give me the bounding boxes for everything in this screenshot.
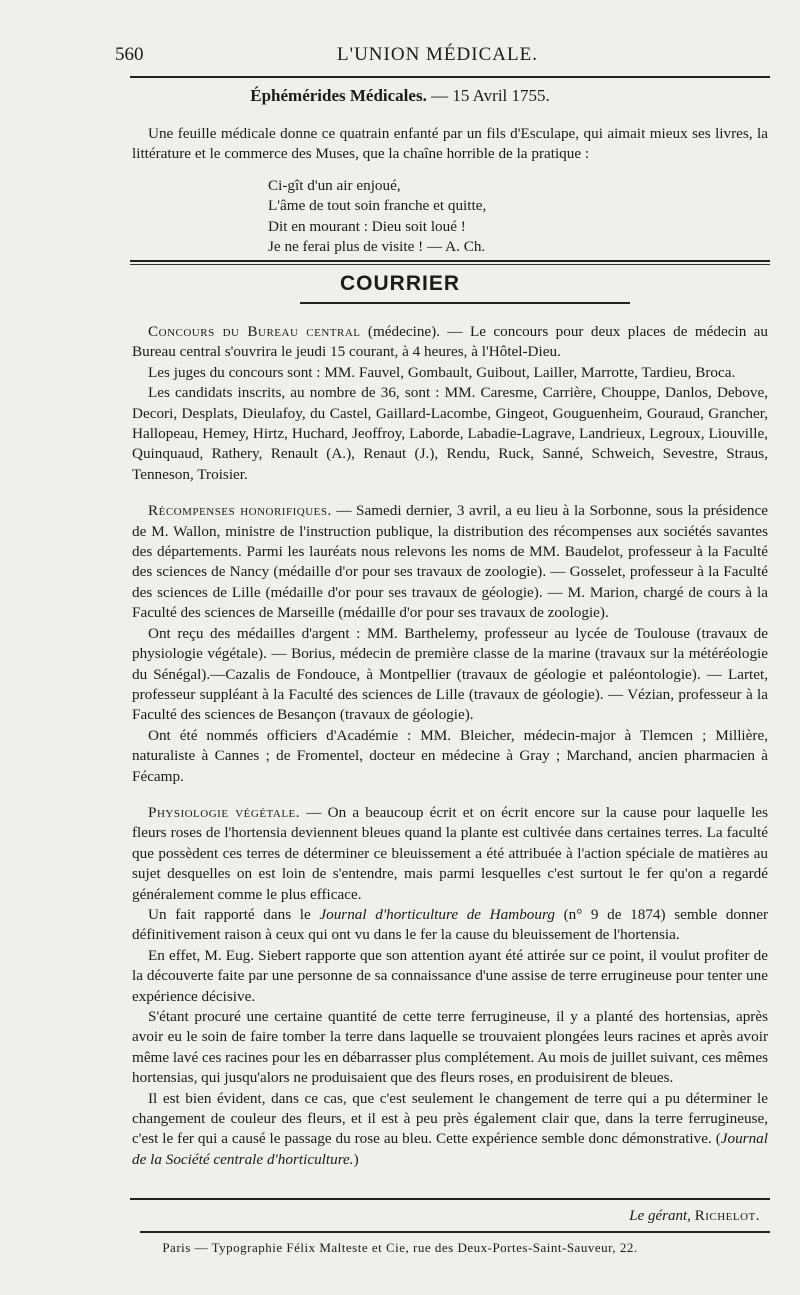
poem-line-3: Dit en mourant : Dieu soit loué ! [268, 217, 466, 235]
recompenses-paragraph [132, 501, 768, 623]
header-rule [130, 76, 770, 78]
concours-judges: Les juges du concours sont : MM. Fauvel, Gombault, Guibout, Lailler, Marrotte, Tardieu, Broca. [148, 363, 736, 381]
footer-rule [130, 1198, 770, 1200]
ephemerides-paragraph: Une feuille médicale donne ce quatrain enfanté par un fils d'Esculape, qui aimait mieux ses livres, la littérature et le commerce des Muses, que la chaîne horrible de la pratique : [132, 125, 768, 163]
physiologie-conclusion [132, 1089, 768, 1171]
courrier-text [132, 322, 768, 1170]
concours-lead: Concours du Bureau central [148, 323, 361, 340]
recompenses-lead: Récompenses honorifiques. [148, 502, 332, 520]
imprint-rule [140, 1231, 770, 1233]
courrier-rule [300, 302, 630, 304]
physiologie-lead: Physiologie végétale. [148, 803, 301, 821]
signature-name: Richelot. [694, 1208, 760, 1224]
physiologie-experience: S'étant procuré une certaine quantité de cette terre ferrugineuse, il y a planté des hortensias, après avoir eu le soin de faire tomber la terre dans laquelle se trouvaient plongées leurs racines et après avoir même lavé ces racines pour les en débarrasser plus complétement. Au mois de juillet suivant, ces mêmes hortensias, qui jusqu'alors ne produisaient que des fleurs roses, en produisirent de bleues. [132, 1008, 768, 1087]
physiologie-fait [132, 905, 768, 946]
ephemerides-text [132, 124, 768, 165]
fait-journal: Journal d'horticulture de Hambourg [319, 905, 555, 923]
physiologie-text: — On a beaucoup écrit et on écrit encore sur la cause pour laquelle les fleurs roses de l'hortensia deviennent bleues quand la plante est cultivée dans certaines terres. La faculté que possèdent ces terres de déterminer ce bleuissement a été attribuée à l'action spéciale de matières au sujet desquelles on est loin de s'entendre, mais parmi lesquelles c'est surtout le fer qu'on a regardé généralement comme le plus efficace. [132, 803, 768, 903]
conclusion-end: ) [353, 1150, 359, 1168]
conclusion-source: Journal de la Société centrale d'horticulture. [132, 1130, 768, 1168]
section-rule-thin [130, 264, 770, 265]
recompenses-argent: Ont reçu des médailles d'argent : MM. Barthelemy, professeur au lycée de Toulouse (travaux de physiologie végétale). — Borius, médecin de première classe de la marine (travaux sur la météréologie du Sénégal).—Cazalis de Fondouce, à Montpellier (travaux de géologie et paléontologie). — Lartet, professeur suppléant à la Faculté des sciences de Lille (travaux de géologie). — Vézian, professeur à la Faculté des sciences de Besançon (travaux de géologie). [132, 624, 768, 724]
fait-end: (n° 9 de 1874) semble donner définitivement raison à ceux qui ont vu dans le fer la cause du bleuissement de l'hortensia. [132, 905, 769, 944]
ephemerides-title-bold: Éphémérides Médicales. [250, 86, 427, 105]
physiologie-siebert: En effet, M. Eug. Siebert rapporte que son attention ayant été attirée sur ce point, il voulut profiter de la découverte faite par une personne de sa connaissance d'une assise de terre errugineuse pour tenter une expérience décisive. [132, 946, 768, 1005]
fait-start: Un fait rapporté dans le [148, 905, 311, 923]
courrier-title: COURRIER [339, 272, 460, 295]
recompenses-officiers: Ont été nommés officiers d'Académie : MM. Bleicher, médecin-major à Tlemcen ; Millière, naturaliste à Cannes ; de Fromentel, docteur en médecine à Gray ; Marchand, ancien pharmacien à Fécamp. [132, 726, 768, 785]
journal-title: L'UNION MÉDICALE. [337, 44, 538, 65]
signature-label: Le gérant, [629, 1208, 691, 1224]
concours-text: (médecine). — Le concours pour deux places de médecin au Bureau central s'ouvrira le jeudi 15 courant, à 4 heures, à l'Hôtel-Dieu. [132, 323, 769, 361]
page-header [115, 38, 760, 68]
ephemerides-date: — 15 Avril 1755. [431, 86, 550, 105]
ephemerides-title [0, 86, 800, 106]
poem-line-4: Je ne ferai plus de visite ! — A. Ch. [268, 238, 486, 256]
concours-paragraph [132, 322, 768, 363]
poem-line-1: Ci-gît d'un air enjoué, [268, 177, 401, 194]
page-number: 560 [115, 44, 144, 65]
conclusion-text: Il est bien évident, dans ce cas, que c'est seulement le changement de terre qui a pu déterminer le changement de couleur des fleurs, et il est à peu près également clair que, dans la terre ferrugineuse, c'est le fer qui a causé le passage du rose au bleu. Cette expérience semble donc démonstrative. ( [132, 1089, 768, 1148]
section-rule [130, 260, 770, 262]
concours-candidates: Les candidats inscrits, au nombre de 36, sont : MM. Caresme, Carrière, Chouppe, Danlos, Debove, Decori, Desplats, Dieulafoy, du Castel, Gaillard-Lacombe, Gingeot, Gouguenheim, Gouraud, Grancher, Hallopeau, Hemey, Hirtz, Huchard, Jeoffroy, Laborde, Labadie-Lagrave, Landrieux, Legroux, Liouville, Quinquaud, Rathery, Renault (A.), Renaut (J.), Rendu, Ruck, Sanné, Schweich, Sevestre, Straus, Tenneson, Troisier. [132, 384, 768, 483]
imprint: Paris — Typographie Félix Malteste et Cie, rue des Deux-Portes-Saint-Sauveur, 22. [162, 1240, 638, 1255]
recompenses-text: — Samedi dernier, 3 avril, a eu lieu à la Sorbonne, sous la présidence de M. Wallon, ministre de l'instruction publique, la distribution des récompenses aux sociétés savantes des départements. Parmi les lauréats nous relevons les noms de MM. Baudelot, professeur à la Faculté des sciences de Nancy (médaille d'or pour ses travaux de zoologie). — Gosselet, professeur à la Faculté des sciences de Lille (médaille d'or pour ses travaux de géologie). — M. Marion, chargé de cours à la Faculté des sciences de Marseille (médaille d'or pour ses travaux de zoologie). [132, 502, 769, 622]
physiologie-paragraph [132, 803, 768, 905]
signature [629, 1208, 760, 1225]
poem-line-2: L'âme de tout soin franche et quitte, [268, 197, 487, 215]
quatrain [268, 176, 486, 258]
